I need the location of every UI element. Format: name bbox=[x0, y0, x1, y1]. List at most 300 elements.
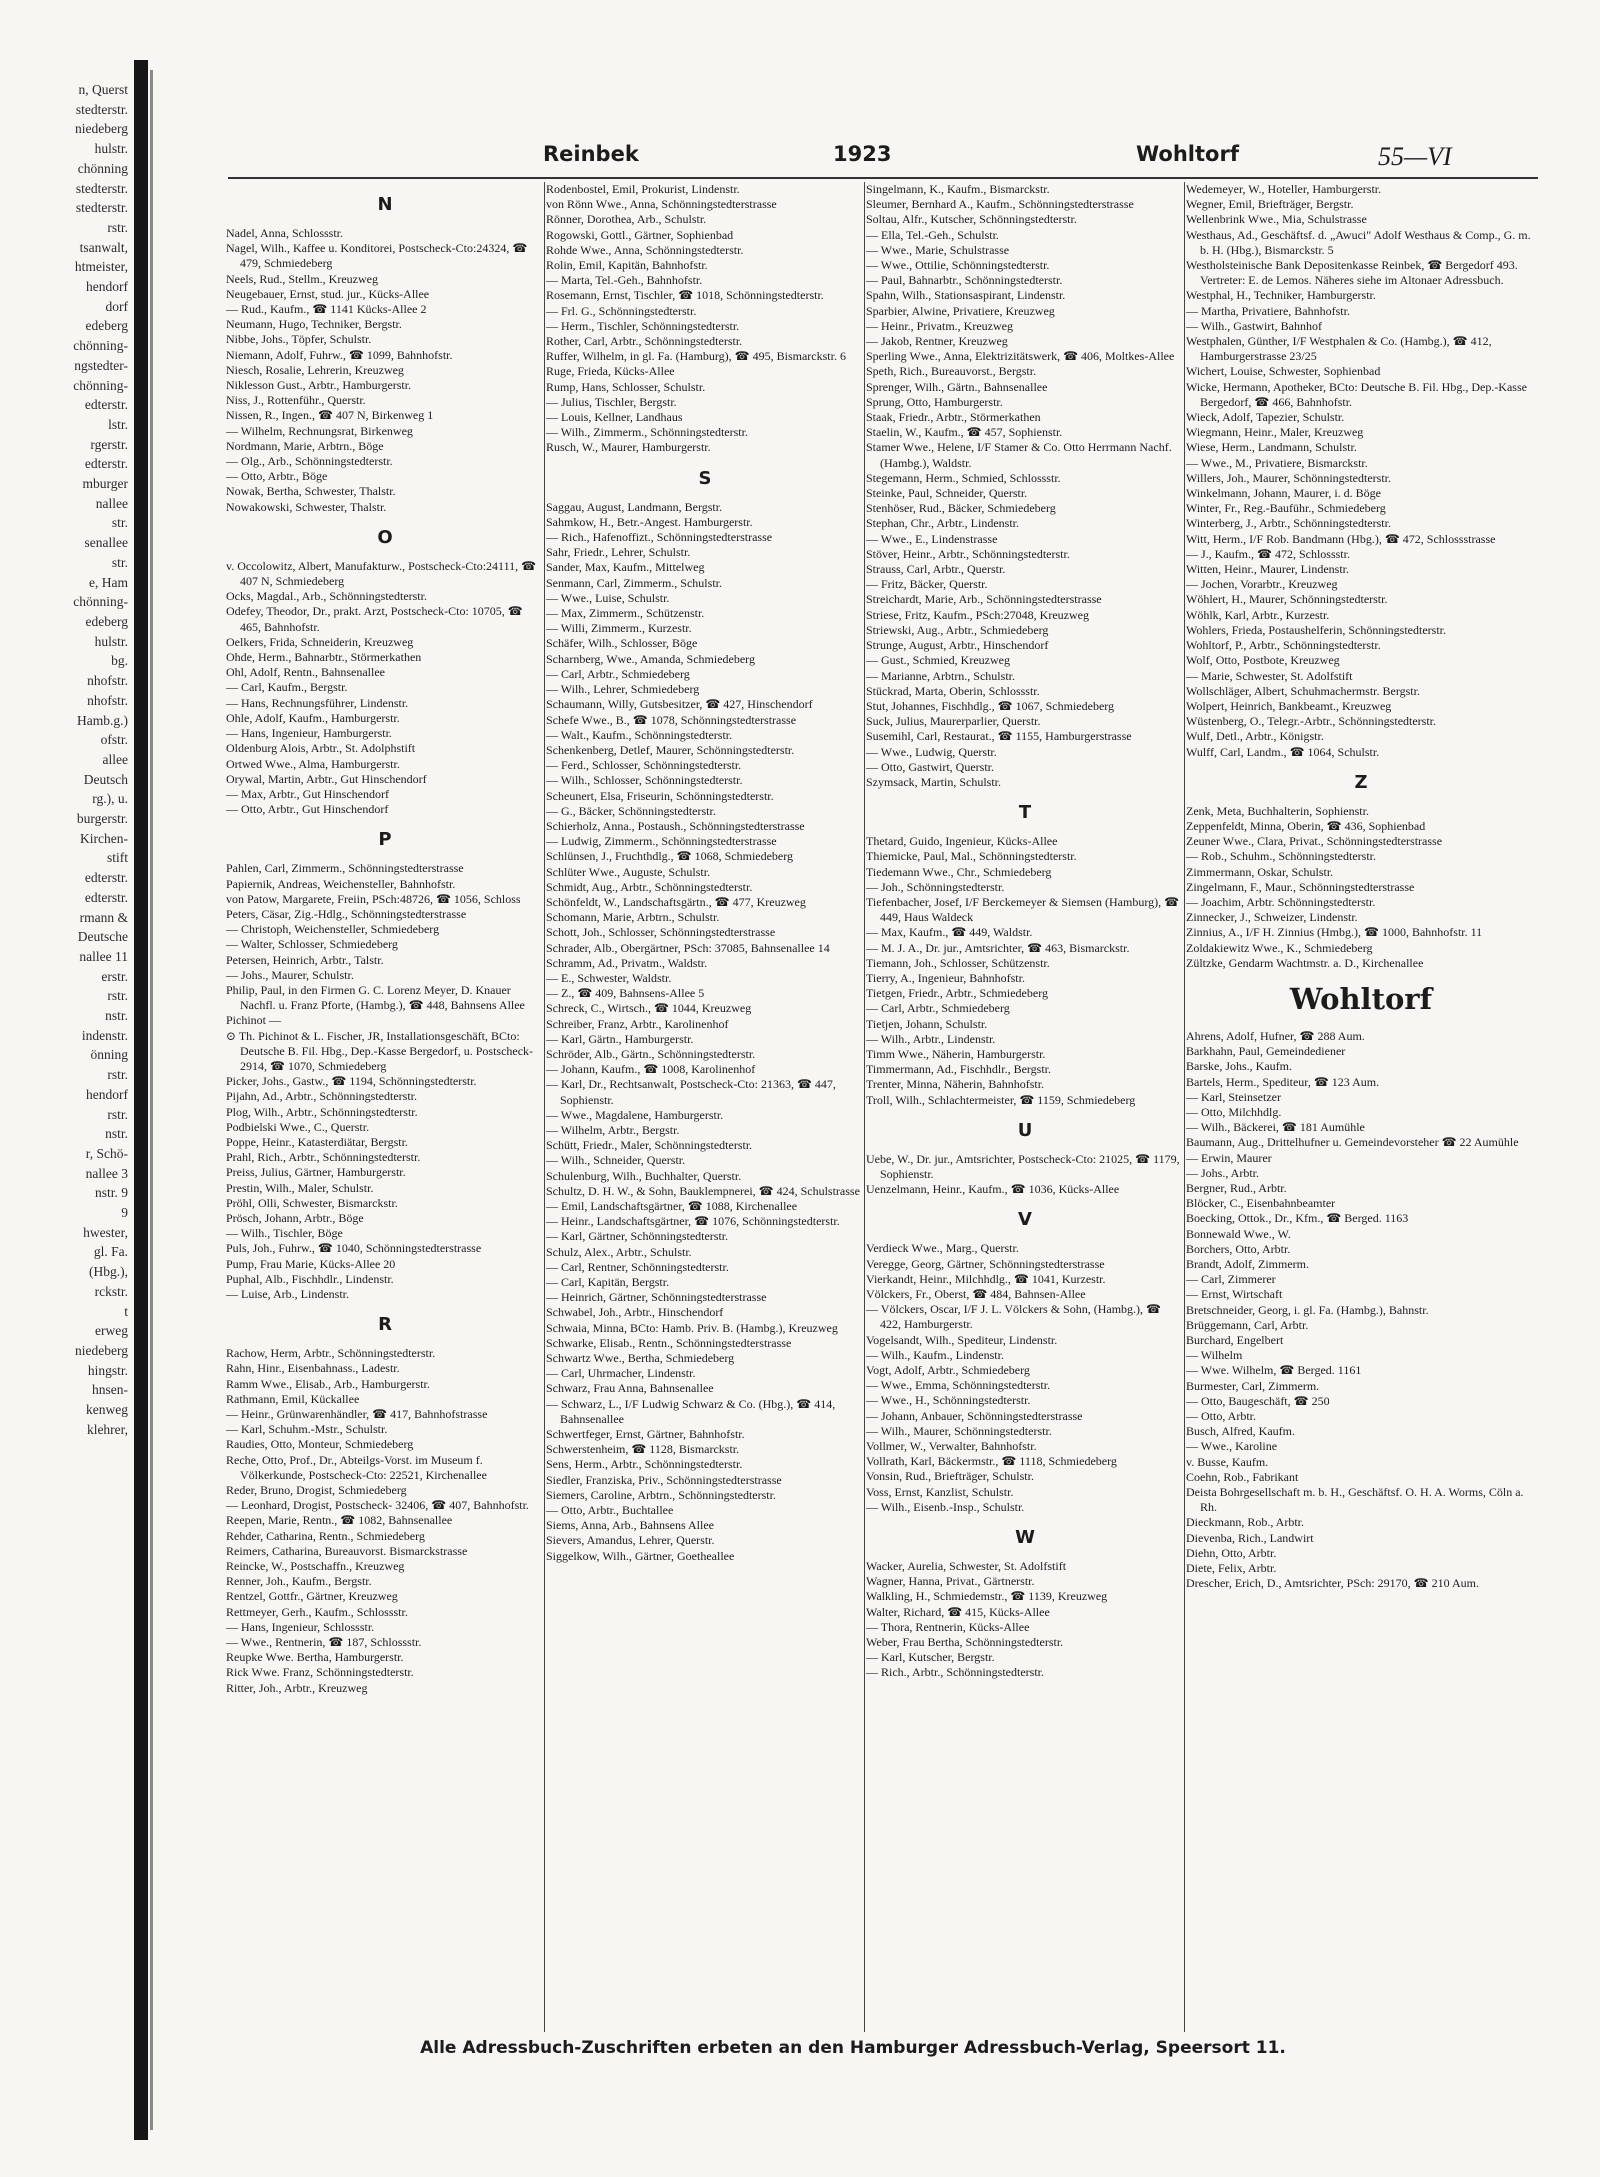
directory-entry: — Ferd., Schlosser, Schönningstedterstr. bbox=[546, 758, 742, 773]
previous-page-fragment: rgerstr. bbox=[90, 436, 128, 452]
directory-entry: — J., Kaufm., ☎ 472, Schlossstr. bbox=[1186, 546, 1350, 561]
directory-entry: Sahmkow, H., Betr.-Angest. Hamburgerstr. bbox=[546, 514, 753, 529]
directory-entry: — Wwe., H., Schönningstedterstr. bbox=[866, 1393, 1031, 1408]
directory-entry: Sperling Wwe., Anna, Elektrizitätswerk, ☎ 406, Moltkes-Allee bbox=[866, 349, 1175, 364]
directory-entry: Philip, Paul, in den Firmen G. C. Lorenz Meyer, D. Knauer Nachfl. u. Franz Pforte, (Hambg.), ☎ 448, Bahnsens Allee bbox=[226, 982, 525, 1013]
directory-entry: Susemihl, Carl, Restaurat., ☎ 1155, Hamburgerstrasse bbox=[866, 729, 1132, 744]
directory-entry: Rachow, Herm, Arbtr., Schönningstedterstr. bbox=[226, 1346, 436, 1361]
previous-page-fragment: nhofstr. bbox=[87, 673, 128, 689]
directory-entry: — Wilh., Schneider, Querstr. bbox=[546, 1153, 686, 1168]
directory-entry: — Hans, Ingenieur, Hamburgerstr. bbox=[226, 726, 392, 741]
directory-entry: — Otto, Arbtr., Böge bbox=[226, 469, 328, 484]
directory-entry: Rother, Carl, Arbtr., Schönningstedterstr. bbox=[546, 334, 743, 349]
directory-entry: Saggau, August, Landmann, Bergstr. bbox=[546, 499, 723, 514]
directory-entry: — Christoph, Weichensteller, Schmiedeberg bbox=[226, 922, 440, 937]
directory-entry: Rehder, Catharina, Rentn., Schmiedeberg bbox=[226, 1528, 425, 1543]
previous-page-edge bbox=[0, 80, 132, 2130]
directory-entry: Plog, Wilh., Arbtr., Schönningstedterstr. bbox=[226, 1104, 418, 1119]
previous-page-fragment: n, Querst bbox=[78, 82, 128, 97]
header-year: 1923 bbox=[833, 142, 892, 166]
directory-entry: Rönner, Dorothea, Arb., Schulstr. bbox=[546, 212, 707, 227]
directory-entry: — Z., ☎ 409, Bahnsens-Allee 5 bbox=[546, 986, 705, 1001]
directory-entry: — Carl, Arbtr., Schmiedeberg bbox=[866, 1001, 1010, 1016]
directory-entry: Wöhlert, H., Maurer, Schönningstedterstr. bbox=[1186, 592, 1388, 607]
directory-entry: — Wwe., Emma, Schönningstedterstr. bbox=[866, 1378, 1051, 1393]
directory-entry: Niemann, Adolf, Fuhrw., ☎ 1099, Bahnhofstr. bbox=[226, 347, 453, 362]
directory-entry: Strauss, Carl, Arbtr., Querstr. bbox=[866, 562, 1006, 577]
directory-entry: Speth, Rich., Bureauvorst., Bergstr. bbox=[866, 364, 1037, 379]
directory-entry: Ortwed Wwe., Alma, Hamburgerstr. bbox=[226, 756, 400, 771]
directory-entry: — Marta, Tel.-Geh., Bahnhofstr. bbox=[546, 273, 703, 288]
directory-entry: Wicke, Hermann, Apotheker, BCto: Deutsche B. Fil. Hbg., Dep.-Kasse Bergedorf, ☎ 466, Bahnhofstr. bbox=[1186, 379, 1527, 409]
directory-entry: Nowak, Bertha, Schwester, Thalstr. bbox=[226, 484, 396, 499]
directory-entry: Boecking, Ottok., Dr., Kfm., ☎ Berged. 1163 bbox=[1186, 1211, 1409, 1226]
directory-entry: Uebe, W., Dr. jur., Amtsrichter, Postscheck-Cto: 21025, ☎ 1179, Sophienstr. bbox=[866, 1151, 1180, 1181]
directory-entry: — Gust., Schmied, Kreuzweg bbox=[866, 653, 1010, 668]
directory-entry: — Wilh., Tischler, Böge bbox=[226, 1226, 343, 1241]
directory-entry: Veregge, Georg, Gärtner, Schönningstedterstrasse bbox=[866, 1256, 1105, 1271]
previous-page-fragment: rstr. bbox=[107, 219, 128, 235]
directory-entry: — M. J. A., Dr. jur., Amtsrichter, ☎ 463, Bismarckstr. bbox=[866, 940, 1130, 955]
directory-entry: Wieck, Adolf, Tapezier, Schulstr. bbox=[1186, 410, 1345, 425]
previous-page-fragment: erstr. bbox=[101, 968, 128, 984]
directory-entry: Wedemeyer, W., Hoteller, Hamburgerstr. bbox=[1186, 182, 1382, 196]
directory-entry: — Wwe., Karoline bbox=[1186, 1439, 1278, 1454]
directory-entry: Odefey, Theodor, Dr., prakt. Arzt, Postscheck-Cto: 10705, ☎ 465, Bahnhofstr. bbox=[226, 604, 523, 634]
directory-entry: Stamer Wwe., Helene, I/F Stamer & Co. Otto Herrmann Nachf. (Hambg.), Waldstr. bbox=[866, 440, 1172, 470]
directory-entry: Rump, Hans, Schlosser, Schulstr. bbox=[546, 379, 706, 394]
directory-entry: Puphal, Alb., Fischhdlr., Lindenstr. bbox=[226, 1271, 394, 1286]
directory-entry: Westholsteinische Bank Depositenkasse Reinbek, ☎ Bergedorf 493. Vertreter: E. de Lemos. Näheres siehe im Altonaer Adressbuch. bbox=[1186, 258, 1518, 288]
directory-entry: — Otto, Gastwirt, Querstr. bbox=[866, 759, 994, 774]
page-number: 55—VI bbox=[1378, 142, 1452, 171]
previous-page-fragment: rmann & bbox=[79, 909, 128, 925]
directory-entry: Oldenburg Alois, Arbtr., St. Adolphstift bbox=[226, 741, 416, 756]
directory-entry: Barske, Johs., Kaufm. bbox=[1186, 1059, 1292, 1074]
directory-entry: Prösch, Johann, Arbtr., Böge bbox=[226, 1210, 364, 1225]
directory-entry: Raudies, Otto, Monteur, Schmiedeberg bbox=[226, 1437, 414, 1452]
directory-entry: Bartels, Herm., Spediteur, ☎ 123 Aum. bbox=[1186, 1074, 1380, 1089]
directory-entry: Schlünsen, J., Fruchthdlg., ☎ 1068, Schmiedeberg bbox=[546, 849, 794, 864]
previous-page-fragment: 9 bbox=[121, 1205, 128, 1221]
directory-entry: — Rich., Hafenoffizt., Schönningstedterstrasse bbox=[546, 530, 773, 545]
previous-page-fragment: dorf bbox=[105, 298, 128, 314]
directory-entry: Stöver, Heinr., Arbtr., Schönningstedterstr. bbox=[866, 546, 1070, 561]
directory-entry: Coehn, Rob., Fabrikant bbox=[1186, 1469, 1299, 1484]
previous-page-fragment: htmeister, bbox=[74, 259, 128, 275]
directory-entry: Schäfer, Wilh., Schlosser, Böge bbox=[546, 636, 698, 651]
previous-page-fragment: nstr. 9 bbox=[94, 1185, 128, 1201]
directory-entry: Tiemann, Joh., Schlosser, Schützenstr. bbox=[866, 955, 1050, 970]
previous-page-fragment: hingstr. bbox=[87, 1362, 128, 1378]
directory-entry: Striese, Fritz, Kaufm., PSch:27048, Kreuzweg bbox=[866, 607, 1089, 622]
directory-entry: Sparbier, Alwine, Privatiere, Kreuzweg bbox=[866, 303, 1055, 318]
letter-heading: W bbox=[1015, 1527, 1035, 1549]
directory-entry: — Marianne, Arbtrn., Schulstr. bbox=[866, 668, 1015, 683]
directory-entry: Ahrens, Adolf, Hufner, ☎ 288 Aum. bbox=[1186, 1028, 1365, 1043]
directory-entry: — Wilh., Kaufm., Lindenstr. bbox=[866, 1347, 1004, 1362]
directory-entry: Bergner, Rud., Arbtr. bbox=[1186, 1180, 1287, 1195]
directory-entry: — Thora, Rentnerin, Kücks-Allee bbox=[866, 1619, 1030, 1634]
directory-entry: — Wilh., Bäckerei, ☎ 181 Aumühle bbox=[1186, 1120, 1365, 1135]
directory-entry: Sprenger, Wilh., Gärtn., Bahnsenallee bbox=[866, 379, 1048, 394]
directory-entry: — Julius, Tischler, Bergstr. bbox=[546, 394, 677, 409]
directory-entry: Timmermann, Ad., Fischhdlr., Bergstr. bbox=[866, 1062, 1052, 1077]
directory-entry: — Wilhelm bbox=[1186, 1348, 1243, 1363]
previous-page-fragment: ofstr. bbox=[100, 732, 128, 748]
directory-entry: Schultz, D. H. W., & Sohn, Bauklempnerei, ☎ 424, Schulstrasse bbox=[546, 1183, 860, 1198]
directory-entry: — Karl, Kutscher, Bergstr. bbox=[866, 1650, 995, 1665]
letter-heading: V bbox=[1018, 1209, 1032, 1231]
directory-entry: — Johann, Anbauer, Schönningstedterstrasse bbox=[866, 1408, 1083, 1423]
directory-entry: — Carl, Rentner, Schönningstedterstr. bbox=[546, 1259, 729, 1274]
directory-entry: — Carl, Zimmerer bbox=[1186, 1272, 1276, 1287]
directory-entry: Pröhl, Olli, Schwester, Bismarckstr. bbox=[226, 1195, 398, 1210]
directory-entry: Wolpert, Heinrich, Bankbeamt., Kreuzweg bbox=[1186, 698, 1392, 713]
directory-entry: — Johs., Maurer, Schulstr. bbox=[226, 967, 354, 982]
letter-heading: O bbox=[377, 526, 393, 548]
directory-entry: — Heinr., Grünwarenhändler, ☎ 417, Bahnhofstrasse bbox=[226, 1407, 488, 1422]
directory-entry: Rettmeyer, Gerh., Kaufm., Schlossstr. bbox=[226, 1604, 408, 1619]
directory-entry: Baumann, Aug., Drittelhufner u. Gemeindevorsteher ☎ 22 Aumühle bbox=[1186, 1135, 1519, 1150]
directory-entry: Stückrad, Marta, Oberin, Schlossstr. bbox=[866, 683, 1040, 698]
previous-page-fragment: e, Ham bbox=[89, 574, 128, 590]
directory-entry: Preiss, Julius, Gärtner, Hamburgerstr. bbox=[226, 1165, 406, 1180]
previous-page-fragment: chönning- bbox=[73, 338, 128, 354]
directory-entry: Witt, Herm., I/F Rob. Bandmann (Hbg.), ☎ 472, Schlossstrasse bbox=[1186, 531, 1496, 546]
directory-entry: Barkhahn, Paul, Gemeindediener bbox=[1186, 1044, 1346, 1059]
directory-entry: Walkling, H., Schmiedemstr., ☎ 1139, Kreuzweg bbox=[866, 1589, 1108, 1604]
directory-entry: Prestin, Wilh., Maler, Schulstr. bbox=[226, 1180, 374, 1195]
directory-entry: — Wwe., Ottilie, Schönningstedterstr. bbox=[866, 258, 1050, 273]
directory-entry: — Otto, Arbtr. bbox=[1186, 1409, 1257, 1424]
directory-entry: Zinnecker, J., Schweizer, Lindenstr. bbox=[1186, 910, 1358, 925]
directory-entry: Trenter, Minna, Näherin, Bahnhofstr. bbox=[866, 1077, 1045, 1092]
previous-page-fragment: str. bbox=[111, 515, 128, 531]
directory-entry: Wacker, Aurelia, Schwester, St. Adolfstift bbox=[866, 1559, 1067, 1574]
previous-page-fragment: burgerstr. bbox=[76, 811, 128, 827]
directory-entry: Singelmann, K., Kaufm., Bismarckstr. bbox=[866, 182, 1050, 196]
directory-entry: — Emil, Landschaftsgärtner, ☎ 1088, Kirchenallee bbox=[546, 1199, 798, 1213]
directory-entry: Ritter, Joh., Arbtr., Kreuzweg bbox=[226, 1680, 368, 1695]
directory-entry: Stephan, Chr., Arbtr., Lindenstr. bbox=[866, 516, 1019, 531]
directory-entry: Schwerstenheim, ☎ 1128, Bismarckstr. bbox=[546, 1442, 740, 1457]
directory-entry: Senmann, Carl, Zimmerm., Schulstr. bbox=[546, 575, 722, 590]
directory-entry: — Jakob, Rentner, Kreuzweg bbox=[866, 334, 1008, 349]
directory-entry: Thetard, Guido, Ingenieur, Kücks-Allee bbox=[866, 834, 1058, 849]
directory-entry: — Carl, Arbtr., Schmiedeberg bbox=[546, 666, 690, 681]
directory-entry: — Wilh., Eisenb.-Insp., Schulstr. bbox=[866, 1499, 1025, 1514]
directory-entry: Wohlers, Frieda, Postaushelferin, Schönningstedterstr. bbox=[1186, 622, 1446, 637]
previous-page-fragment: kenweg bbox=[86, 1402, 128, 1418]
previous-page-fragment: rstr. bbox=[107, 988, 128, 1004]
directory-entry: — Wwe., E., Lindenstrasse bbox=[866, 531, 998, 546]
directory-entry: Ruffer, Wilhelm, in gl. Fa. (Hamburg), ☎ 495, Bismarckstr. 6 bbox=[546, 349, 846, 364]
directory-entry: Deista Bohrgesellschaft m. b. H., Geschäftsf. O. H. A. Worms, Cöln a. Rh. bbox=[1186, 1485, 1524, 1515]
directory-entry: Timm Wwe., Näherin, Hamburgerstr. bbox=[866, 1046, 1046, 1061]
directory-entry: Zenk, Meta, Buchhalterin, Sophienstr. bbox=[1186, 803, 1369, 818]
directory-entry: Streichardt, Marie, Arb., Schönningstedterstrasse bbox=[866, 592, 1102, 607]
directory-entry: Weber, Frau Bertha, Schönningstedterstr. bbox=[866, 1635, 1064, 1650]
previous-page-fragment: rstr. bbox=[107, 1106, 128, 1122]
directory-entry: — Otto, Baugeschäft, ☎ 250 bbox=[1186, 1393, 1330, 1408]
directory-entry: — Heinrich, Gärtner, Schönningstedterstrasse bbox=[546, 1290, 767, 1305]
directory-entry: Schwabel, Joh., Arbtr., Hinschendorf bbox=[546, 1305, 724, 1320]
directory-entry: — Karl, Dr., Rechtsanwalt, Postscheck-Cto: 21363, ☎ 447, Sophienstr. bbox=[546, 1077, 836, 1107]
directory-entry: Reepen, Marie, Rentn., ☎ 1082, Bahnsenallee bbox=[226, 1513, 453, 1528]
directory-entry: Siggelkow, Wilh., Gärtner, Goetheallee bbox=[546, 1548, 735, 1563]
directory-entry: — Leonhard, Drogist, Postscheck- 32406, ☎ 407, Bahnhofstr. bbox=[226, 1498, 529, 1513]
directory-entry: — Wilh., Maurer, Schönningstedterstr. bbox=[866, 1423, 1052, 1438]
directory-entry: Strunge, August, Arbtr., Hinschendorf bbox=[866, 638, 1049, 653]
town-section-heading: Wohltorf bbox=[1289, 981, 1433, 1016]
directory-entry: Stenhöser, Rud., Bäcker, Schmiedeberg bbox=[866, 501, 1056, 516]
previous-page-fragment: allee bbox=[102, 751, 128, 767]
directory-entry: Peters, Cäsar, Zig.-Hdlg., Schönningstedterstrasse bbox=[226, 906, 467, 921]
directory-entry: Zültzke, Gendarm Wachtmstr. a. D., Kirchenallee bbox=[1186, 955, 1424, 970]
directory-entry: v. Occolowitz, Albert, Manufakturw., Postscheck-Cto:24111, ☎ 407 N, Schmiedeberg bbox=[226, 558, 537, 589]
directory-entry: Pump, Frau Marie, Kücks-Allee 20 bbox=[226, 1256, 396, 1271]
directory-entry: — Wilh., Gastwirt, Bahnhof bbox=[1186, 318, 1322, 333]
directory-entry: Wellenbrink Wwe., Mia, Schulstrasse bbox=[1186, 212, 1367, 227]
directory-entry: Nagel, Wilh., Kaffee u. Konditorei, Postscheck-Cto:24324, ☎ 479, Schmiedeberg bbox=[226, 241, 528, 271]
directory-entry: Schulenburg, Wilh., Buchhalter, Querstr. bbox=[546, 1168, 742, 1183]
directory-entry: Schwartz Wwe., Bertha, Schmiedeberg bbox=[546, 1351, 735, 1366]
directory-entry: Schwarz, Frau Anna, Bahnsenallee bbox=[546, 1381, 714, 1396]
previous-page-fragment: lstr. bbox=[108, 416, 128, 432]
directory-entry: Wichert, Louise, Schwester, Sophienbad bbox=[1186, 364, 1381, 379]
column-3 bbox=[866, 182, 1184, 2037]
previous-page-fragment: nstr. bbox=[105, 1008, 128, 1024]
directory-entry: Papiernik, Andreas, Weichensteller, Bahnhofstr. bbox=[226, 876, 456, 891]
directory-entry: Westphal, H., Techniker, Hamburgerstr. bbox=[1186, 288, 1376, 303]
directory-entry: Busch, Alfred, Kaufm. bbox=[1186, 1424, 1295, 1439]
directory-entry: Schreiber, Franz, Arbtr., Karolinenhof bbox=[546, 1016, 729, 1031]
previous-page-fragment: nhofstr. bbox=[87, 692, 128, 708]
directory-entry: — Carl, Uhrmacher, Lindenstr. bbox=[546, 1366, 696, 1381]
directory-entry: — Karl, Schuhm.-Mstr., Schulstr. bbox=[226, 1422, 388, 1437]
directory-entry: Schreck, C., Wirtsch., ☎ 1044, Kreuzweg bbox=[546, 1001, 752, 1016]
directory-entry: Zingelmann, F., Maur., Schönningstedterstrasse bbox=[1186, 879, 1415, 894]
previous-page-fragment: niedeberg bbox=[75, 1343, 128, 1358]
previous-page-fragment: chönning- bbox=[73, 377, 128, 393]
directory-entry: Troll, Wilh., Schlachtermeister, ☎ 1159, Schmiedeberg bbox=[866, 1092, 1136, 1107]
directory-entry: Schlüter Wwe., Auguste, Schulstr. bbox=[546, 864, 711, 879]
directory-entry: — Joachim, Arbtr. Schönningstedterstr. bbox=[1186, 894, 1376, 909]
directory-entry: Rolin, Emil, Kapitän, Bahnhofstr. bbox=[546, 258, 708, 273]
previous-page-fragment: t bbox=[124, 1303, 128, 1319]
previous-page-fragment: chönning- bbox=[73, 594, 128, 610]
directory-entry: Pichinot — bbox=[226, 1013, 282, 1028]
directory-entry: Scheunert, Elsa, Friseurin, Schönningstedterstr. bbox=[546, 788, 774, 803]
directory-entry: — Walt., Kaufm., Schönningstedterstr. bbox=[546, 727, 733, 742]
previous-page-fragment: nallee bbox=[95, 495, 128, 511]
directory-entry: Oelkers, Frida, Schneiderin, Kreuzweg bbox=[226, 634, 414, 649]
letter-heading: N bbox=[377, 194, 393, 215]
directory-entry: Willers, Joh., Maurer, Schönningstedterstr. bbox=[1186, 470, 1392, 485]
directory-entry: Rodenbostel, Emil, Prokurist, Lindenstr. bbox=[546, 182, 740, 196]
directory-entry: Thiemicke, Paul, Mal., Schönningstedterstr. bbox=[866, 849, 1077, 864]
directory-entry: Drescher, Erich, D., Amtsrichter, PSch: 29170, ☎ 210 Aum. bbox=[1186, 1576, 1479, 1591]
letter-heading: R bbox=[378, 1314, 392, 1336]
directory-entry: — Wwe., M., Privatiere, Bismarckstr. bbox=[1186, 455, 1368, 470]
directory-entry: — Wilhelm, Arbtr., Bergstr. bbox=[546, 1122, 680, 1137]
previous-page-fragment: Deutsch bbox=[83, 771, 128, 787]
directory-entry: — Max, Zimmerm., Schützenstr. bbox=[546, 606, 705, 621]
directory-entry: Poppe, Heinr., Katasterdiätar, Bergstr. bbox=[226, 1134, 408, 1149]
directory-entry: — Joh., Schönningstedterstr. bbox=[866, 879, 1005, 894]
directory-entry: Nissen, R., Ingen., ☎ 407 N, Birkenweg 1 bbox=[226, 408, 434, 423]
directory-entry: Westhaus, Ad., Geschäftsf. d. „Awuci" Adolf Westhaus & Comp., G. m. b. H. (Hbg.), Bismarckstr. 5 bbox=[1186, 227, 1531, 257]
directory-entry: Tietjen, Johann, Schulstr. bbox=[866, 1016, 988, 1031]
directory-entry: Puls, Joh., Fuhrw., ☎ 1040, Schönningstedterstrasse bbox=[226, 1241, 482, 1256]
previous-page-fragment: edterstr. bbox=[84, 889, 128, 905]
directory-entry: Tiefenbacher, Josef, I/F Berckemeyer & Siemsen (Hamburg), ☎ 449, Haus Waldeck bbox=[866, 894, 1180, 925]
directory-entry: — Otto, Milchhdlg. bbox=[1186, 1104, 1282, 1119]
directory-entry: — Herm., Tischler, Schönningstedterstr. bbox=[546, 318, 740, 333]
directory-entry: Vollmer, W., Verwalter, Bahnhofstr. bbox=[866, 1439, 1037, 1454]
directory-entry: Rosemann, Ernst, Tischler, ☎ 1018, Schönningstedterstr. bbox=[546, 288, 824, 303]
directory-entry: — Willi, Zimmerm., Kurzestr. bbox=[546, 621, 692, 636]
directory-entry: — Wwe. Wilhelm, ☎ Berged. 1161 bbox=[1186, 1363, 1362, 1378]
directory-entry: Dievenba, Rich., Landwirt bbox=[1186, 1530, 1314, 1545]
directory-entry: — Schwarz, L., I/F Ludwig Schwarz & Co. (Hbg.), ☎ 414, Bahnsenallee bbox=[546, 1396, 836, 1426]
header-right-town: Wohltorf bbox=[1136, 142, 1239, 166]
previous-page-fragment: edterstr. bbox=[84, 397, 128, 413]
directory-entry: — Wilh., Lehrer, Schmiedeberg bbox=[546, 682, 700, 697]
directory-entry: Schwaia, Minna, BCto: Hamb. Priv. B. (Hambg.), Kreuzweg bbox=[546, 1320, 838, 1335]
column-1 bbox=[226, 182, 544, 2037]
directory-entry: Prahl, Rich., Arbtr., Schönningstedterstr. bbox=[226, 1150, 421, 1165]
directory-entry: — Olg., Arb., Schönningstedterstr. bbox=[226, 454, 393, 469]
directory-entry: Wagner, Hanna, Privat., Gärtnerstr. bbox=[866, 1574, 1035, 1589]
directory-entry: Zeppenfeldt, Minna, Oberin, ☎ 436, Sophienbad bbox=[1186, 818, 1426, 833]
directory-entry: Niesch, Rosalie, Lehrerin, Kreuzweg bbox=[226, 362, 404, 377]
column-2 bbox=[546, 182, 864, 2037]
directory-entry: Burmester, Carl, Zimmerm. bbox=[1186, 1378, 1320, 1393]
directory-entry: — Carl, Kaufm., Bergstr. bbox=[226, 680, 348, 695]
previous-page-fragment: edeberg bbox=[85, 318, 128, 334]
directory-entry: Witten, Heinr., Maurer, Lindenstr. bbox=[1186, 562, 1349, 577]
directory-entry: Schrader, Alb., Obergärtner, PSch: 37085, Bahnsenallee 14 bbox=[546, 940, 830, 955]
column-divider bbox=[864, 182, 865, 2032]
directory-entry: Rohde Wwe., Anna, Schönningstedterstr. bbox=[546, 242, 744, 257]
directory-entry: Niss, J., Rottenführ., Querstr. bbox=[226, 393, 366, 408]
previous-page-fragment: Deutsche bbox=[77, 929, 128, 945]
directory-entry: Walter, Richard, ☎ 415, Kücks-Allee bbox=[866, 1604, 1050, 1619]
directory-entry: Tierry, A., Ingenieur, Bahnhofstr. bbox=[866, 970, 1025, 985]
previous-page-fragment: senallee bbox=[84, 535, 128, 551]
directory-entry: — Walter, Schlosser, Schmiedeberg bbox=[226, 937, 398, 952]
directory-entry: Schmidt, Aug., Arbtr., Schönningstedterstr. bbox=[546, 879, 753, 894]
previous-page-fragment: Kirchen- bbox=[80, 830, 128, 846]
directory-entry: Vierkandt, Heinr., Milchhdlg., ☎ 1041, Kurzestr. bbox=[866, 1271, 1106, 1286]
directory-entry: Schütt, Friedr., Maler, Schönningstedterstr. bbox=[546, 1138, 753, 1153]
previous-page-fragment: erweg bbox=[95, 1323, 128, 1339]
directory-entry: — Wwe., Rentnerin, ☎ 187, Schlossstr. bbox=[226, 1635, 422, 1650]
directory-entry: Stegemann, Herm., Schmied, Schlossstr. bbox=[866, 470, 1061, 485]
directory-entry: Nibbe, Johs., Töpfer, Schulstr. bbox=[226, 332, 372, 347]
directory-entry: Bretschneider, Georg, i. gl. Fa. (Hambg.), Bahnstr. bbox=[1186, 1302, 1429, 1317]
directory-entry: Neugebauer, Ernst, stud. jur., Kücks-Allee bbox=[226, 286, 430, 301]
previous-page-fragment: edeberg bbox=[85, 613, 128, 629]
directory-entry: Reimers, Catharina, Bureauvorst. Bismarckstrasse bbox=[226, 1543, 468, 1558]
directory-entry: Völckers, Fr., Oberst, ☎ 484, Bahnsen-Allee bbox=[866, 1287, 1086, 1301]
directory-entry: Wolf, Otto, Postbote, Kreuzweg bbox=[1186, 653, 1340, 668]
directory-entry: Burchard, Engelbert bbox=[1186, 1333, 1284, 1348]
previous-page-fragment: indenstr. bbox=[81, 1027, 128, 1043]
directory-entry: Sievers, Amandus, Lehrer, Querstr. bbox=[546, 1533, 715, 1548]
directory-entry: Pahlen, Carl, Zimmerm., Schönningstedterstrasse bbox=[226, 861, 464, 876]
directory-entry: — Rob., Schuhm., Schönningstedterstr. bbox=[1186, 849, 1376, 864]
directory-entry: Rahn, Hinr., Eisenbahnass., Ladestr. bbox=[226, 1361, 400, 1376]
directory-entry: Blöcker, C., Eisenbahnbeamter bbox=[1186, 1196, 1336, 1211]
directory-entry: — Louis, Kellner, Landhaus bbox=[546, 410, 683, 425]
directory-entry: Niklesson Gust., Arbtr., Hamburgerstr. bbox=[226, 378, 412, 393]
directory-entry: Reche, Otto, Prof., Dr., Abteilgs-Vorst. im Museum f. Völkerkunde, Postscheck-Cto: 22521, Kirchenallee bbox=[226, 1452, 487, 1482]
directory-entry: Staelin, W., Kaufm., ☎ 457, Sophienstr. bbox=[866, 425, 1063, 440]
previous-page-fragment: önning bbox=[90, 1047, 128, 1063]
previous-page-fragment: chönning bbox=[77, 160, 128, 176]
running-header bbox=[158, 142, 1548, 182]
directory-entry: — Wwe., Magdalene, Hamburgerstr. bbox=[546, 1107, 724, 1122]
directory-entry: Reder, Bruno, Drogist, Schmiedeberg bbox=[226, 1483, 407, 1498]
directory-entry: Schramm, Ad., Privatm., Waldstr. bbox=[546, 955, 708, 970]
directory-entry: Wollschläger, Albert, Schuhmachermstr. Bergstr. bbox=[1186, 683, 1420, 698]
header-left-town: Reinbek bbox=[543, 142, 639, 166]
directory-entry: Zeuner Wwe., Clara, Privat., Schönningstedterstrasse bbox=[1186, 834, 1443, 849]
directory-entry: — Paul, Bahnarbtr., Schönningstedterstr. bbox=[866, 273, 1063, 288]
previous-page-fragment: Hamb.g.) bbox=[77, 712, 128, 728]
directory-entry: — Hans, Ingenieur, Schlossstr. bbox=[226, 1619, 375, 1634]
directory-entry: Vogelsandt, Wilh., Spediteur, Lindenstr. bbox=[866, 1332, 1058, 1347]
directory-entry: — Wilh., Zimmerm., Schönningstedterstr. bbox=[546, 425, 748, 440]
directory-entry: Sahr, Friedr., Lehrer, Schulstr. bbox=[546, 545, 691, 560]
directory-entry: ⊙ Th. Pichinot & L. Fischer, JR, Installationsgeschäft, BCto: Deutsche B. Fil. Hbg., Dep.-Kasse Bergedorf, u. Postscheck- 2914, ☎ 1070, Schmiedeberg bbox=[226, 1028, 534, 1073]
header-rule bbox=[228, 177, 1538, 179]
directory-entry: Rentzel, Gottfr., Gärtner, Kreuzweg bbox=[226, 1589, 398, 1604]
previous-page-fragment: hwester, bbox=[83, 1224, 128, 1240]
directory-entry: v. Busse, Kaufm. bbox=[1186, 1454, 1269, 1469]
directory-entry: Schefe Wwe., B., ☎ 1078, Schönningstedterstrasse bbox=[546, 712, 797, 727]
directory-entry: Reincke, W., Postschaffn., Kreuzweg bbox=[226, 1559, 405, 1574]
directory-entry: Renner, Joh., Kaufm., Bergstr. bbox=[226, 1574, 372, 1589]
previous-page-fragment: stedterstr. bbox=[75, 180, 128, 196]
directory-entry: — Wwe., Marie, Schulstrasse bbox=[866, 242, 1010, 257]
directory-entry: von Patow, Margarete, Freiin, PSch:48726, ☎ 1056, Schloss bbox=[226, 891, 521, 906]
directory-entry: — Max, Arbtr., Gut Hinschendorf bbox=[226, 786, 389, 801]
directory-entry: Schenkenberg, Detlef, Maurer, Schönningstedterstr. bbox=[546, 742, 795, 757]
directory-entry: — Hans, Rechnungsführer, Lindenstr. bbox=[226, 695, 409, 710]
directory-entry: — Völckers, Oscar, I/F J. L. Völckers & Sohn, (Hambg.), ☎ 422, Hamburgerstr. bbox=[866, 1302, 1161, 1332]
directory-entry: Schomann, Marie, Arbtrn., Schulstr. bbox=[546, 910, 720, 925]
directory-entry: Steinke, Paul, Schneider, Querstr. bbox=[866, 486, 1028, 501]
directory-entry: Ramm Wwe., Elisab., Arb., Hamburgerstr. bbox=[226, 1376, 430, 1391]
previous-page-fragment: ngstedter- bbox=[74, 357, 128, 373]
publisher-footer: Alle Adressbuch-Zuschriften erbeten an den Hamburger Adressbuch-Verlag, Speersort 11. bbox=[420, 2038, 1286, 2058]
directory-entry: Schaumann, Willy, Gutsbesitzer, ☎ 427, Hinschendorf bbox=[546, 697, 813, 712]
previous-page-fragment: hnsen- bbox=[92, 1382, 128, 1398]
directory-entry: Schulz, Alex., Arbtr., Schulstr. bbox=[546, 1244, 692, 1259]
directory-entry: Wegner, Emil, Briefträger, Bergstr. bbox=[1186, 197, 1354, 212]
previous-page-fragment: mburger bbox=[82, 476, 128, 492]
directory-entry: Podbielski Wwe., C., Querstr. bbox=[226, 1119, 370, 1134]
page-edge-line bbox=[150, 70, 153, 2130]
directory-entry: — Heinr., Privatm., Kreuzweg bbox=[866, 318, 1013, 333]
previous-page-fragment: edterstr. bbox=[84, 456, 128, 472]
directory-entry: Ohle, Adolf, Kaufm., Hamburgerstr. bbox=[226, 710, 400, 725]
directory-entry: — E., Schwester, Waldstr. bbox=[546, 970, 672, 985]
